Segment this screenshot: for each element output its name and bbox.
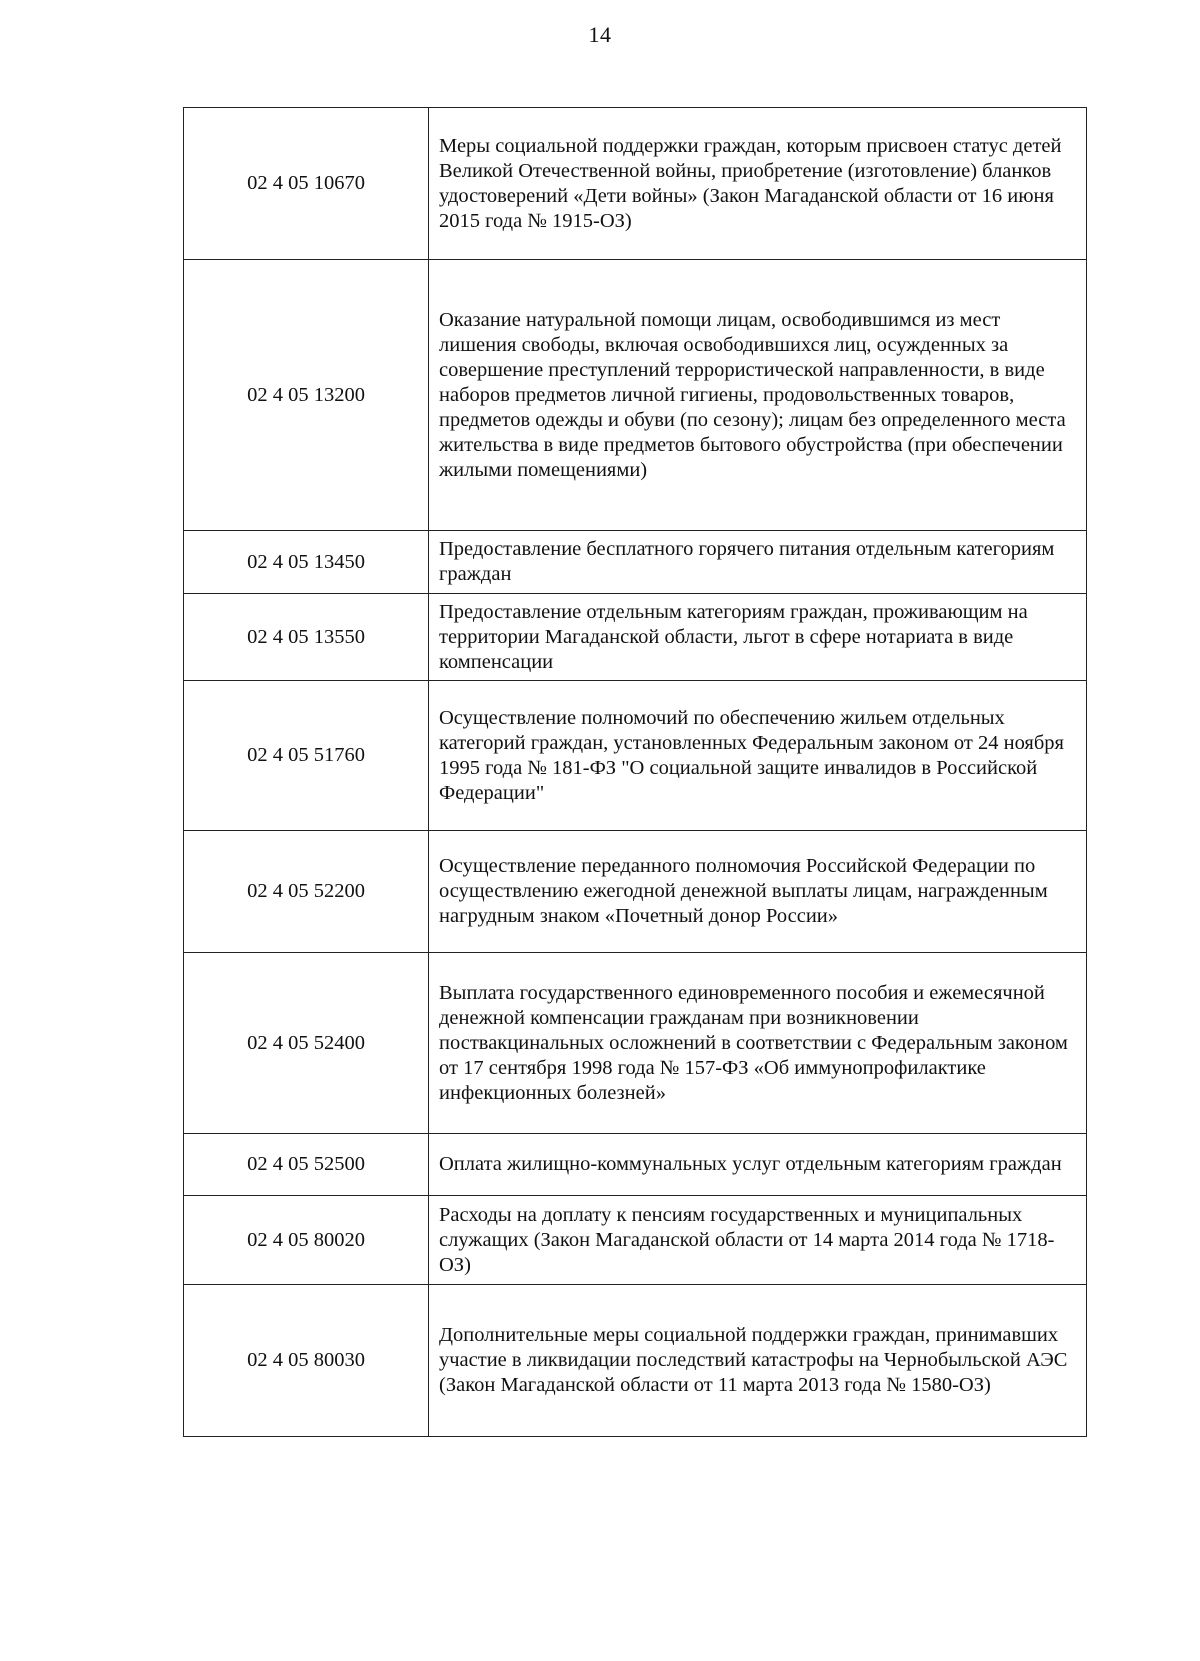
row-description: Предоставление бесплатного горячего питания отдельным категориям граждан [439,538,1055,585]
row-description: Оплата жилищно-коммунальных услуг отдельным категориям граждан [439,1153,1062,1175]
row-code: 02 4 05 10670 [184,108,429,260]
table-row [184,1285,1087,1437]
row-code: 02 4 05 51760 [184,681,429,831]
table-row [184,1134,1087,1196]
row-description: Расходы на доплату к пенсиям государственных и муниципальных служащих (Закон Магаданской области от 14 марта 2014 года № 1718-ОЗ) [439,1203,1055,1276]
table-row [184,1196,1087,1285]
row-code: 02 4 05 52400 [184,953,429,1134]
table-row [184,681,1087,831]
row-description: Предоставление отдельным категориям граждан, проживающим на территории Магаданской области, льгот в сфере нотариата в виде компенсации [439,600,1028,673]
table-row [184,260,1087,531]
row-code: 02 4 05 52200 [184,831,429,953]
row-code: 02 4 05 80030 [184,1285,429,1437]
row-description: Осуществление переданного полномочия Российской Федерации по осуществлению ежегодной денежной выплаты лицам, награжденным нагрудным знаком «Почетный донор России» [439,855,1048,927]
page-number: 14 [588,22,612,47]
row-description: Меры социальной поддержки граждан, которым присвоен статус детей Великой Отечественной войны, приобретение (изготовление) бланков удостоверений «Дети войны» (Закон Магаданской области от 16 июня 2015 года № 1915-ОЗ) [439,134,1062,232]
budget-classification-table [183,107,1087,1437]
row-code: 02 4 05 52500 [184,1134,429,1196]
row-description: Осуществление полномочий по обеспечению жильем отдельных категорий граждан, установленных Федеральным законом от 24 ноября 1995 года № 181-ФЗ "О социальной защите инвалидов в Российской Федерации" [439,706,1064,804]
row-code: 02 4 05 13200 [184,260,429,531]
row-code: 02 4 05 13550 [184,594,429,681]
row-code: 02 4 05 80020 [184,1196,429,1285]
table-row [184,594,1087,681]
table-row [184,831,1087,953]
row-description: Выплата государственного единовременного пособия и ежемесячной денежной компенсации гражданам при возникновении поствакцинальных осложнений в соответствии с Федеральным законом от 17 сентября 1998 года № 157-ФЗ «Об иммунопрофилактике инфекционных болезней» [439,981,1068,1104]
table-row [184,953,1087,1134]
row-description: Дополнительные меры социальной поддержки граждан, принимавших участие в ликвидации последствий катастрофы на Чернобыльской АЭС (Закон Магаданской области от 11 марта 2013 года № 1580-ОЗ) [439,1324,1068,1396]
row-code: 02 4 05 13450 [184,531,429,594]
row-description: Оказание натуральной помощи лицам, освободившимся из мест лишения свободы, включая освободившихся лиц, осужденных за совершение преступлений террористической направленности, в виде наборов предметов личной гигиены, продовольственных товаров, предметов одежды и обуви (по сезону); лицам без определенного места жительства в виде предметов бытового обустройства (при обеспечении жилыми помещениями) [439,308,1066,481]
table-row [184,108,1087,260]
table-row [184,531,1087,594]
